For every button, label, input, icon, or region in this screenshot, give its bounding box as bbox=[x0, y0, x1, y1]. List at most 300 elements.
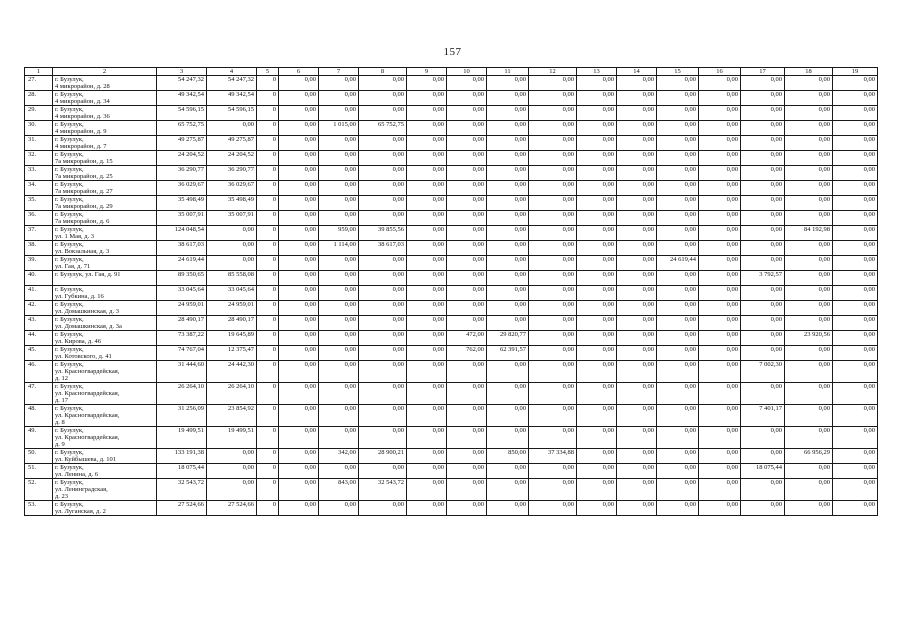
value-cell: 0 bbox=[257, 271, 279, 286]
value-cell: 0,00 bbox=[447, 76, 487, 91]
value-cell: 0,00 bbox=[699, 405, 741, 427]
value-cell: 0,00 bbox=[487, 226, 529, 241]
address-cell bbox=[53, 383, 157, 405]
value-cell: 0,00 bbox=[833, 91, 878, 106]
address-line: 7а микрорайон, д. 15 bbox=[55, 158, 113, 165]
value-cell: 0 bbox=[257, 241, 279, 256]
value-cell: 0,00 bbox=[529, 166, 577, 181]
address-line: д. 9 bbox=[55, 441, 65, 448]
value-cell: 0,00 bbox=[617, 361, 657, 383]
value-cell: 0,00 bbox=[279, 256, 319, 271]
value-cell: 0,00 bbox=[359, 501, 407, 516]
address-cell bbox=[53, 449, 157, 464]
address-line: г. Бузулук, bbox=[55, 383, 84, 390]
address-line: 4 микрорайон, д. 28 bbox=[55, 83, 110, 90]
value-cell: 0,00 bbox=[577, 316, 617, 331]
value-cell: 12 375,47 bbox=[207, 346, 257, 361]
value-cell: 0,00 bbox=[447, 479, 487, 501]
value-cell: 7 401,17 bbox=[741, 405, 785, 427]
address-line: ул. Гая, д. 71 bbox=[55, 263, 91, 270]
value-cell: 0,00 bbox=[785, 301, 833, 316]
value-cell: 0,00 bbox=[319, 286, 359, 301]
value-cell: 0,00 bbox=[407, 121, 447, 136]
value-cell: 0,00 bbox=[487, 136, 529, 151]
value-cell: 0,00 bbox=[319, 361, 359, 383]
value-cell: 472,00 bbox=[447, 331, 487, 346]
table-row bbox=[25, 383, 878, 405]
header-cell: 19 bbox=[833, 68, 878, 76]
value-cell: 0,00 bbox=[699, 301, 741, 316]
value-cell: 0,00 bbox=[359, 271, 407, 286]
value-cell: 0,00 bbox=[657, 241, 699, 256]
value-cell: 0,00 bbox=[657, 405, 699, 427]
value-cell: 26 264,10 bbox=[207, 383, 257, 405]
value-cell: 33 045,64 bbox=[207, 286, 257, 301]
value-cell: 19 499,51 bbox=[207, 427, 257, 449]
address-line: г. Бузулук, bbox=[55, 241, 84, 248]
value-cell: 0,00 bbox=[487, 211, 529, 226]
value-cell: 0,00 bbox=[319, 196, 359, 211]
value-cell: 0,00 bbox=[529, 464, 577, 479]
value-cell: 0,00 bbox=[319, 136, 359, 151]
address-cell bbox=[53, 241, 157, 256]
value-cell: 0,00 bbox=[833, 405, 878, 427]
value-cell: 0 bbox=[257, 286, 279, 301]
address-line: 7а микрорайон, д. 6 bbox=[55, 218, 110, 225]
value-cell: 27 524,66 bbox=[207, 501, 257, 516]
value-cell: 0,00 bbox=[407, 91, 447, 106]
row-number: 46. bbox=[25, 361, 53, 383]
value-cell: 23 854,92 bbox=[207, 405, 257, 427]
value-cell: 0,00 bbox=[577, 106, 617, 121]
value-cell: 0 bbox=[257, 91, 279, 106]
address-line: г. Бузулук, bbox=[55, 449, 84, 456]
value-cell: 0,00 bbox=[657, 501, 699, 516]
value-cell: 0,00 bbox=[279, 166, 319, 181]
value-cell: 0,00 bbox=[657, 286, 699, 301]
value-cell: 0 bbox=[257, 151, 279, 166]
value-cell: 850,00 bbox=[487, 449, 529, 464]
value-cell: 0,00 bbox=[617, 181, 657, 196]
value-cell: 0,00 bbox=[699, 346, 741, 361]
row-number: 38. bbox=[25, 241, 53, 256]
row-number: 34. bbox=[25, 181, 53, 196]
row-number: 33. bbox=[25, 166, 53, 181]
value-cell: 0,00 bbox=[319, 346, 359, 361]
value-cell: 19 645,89 bbox=[207, 331, 257, 346]
header-cell: 2 bbox=[53, 68, 157, 76]
value-cell: 0,00 bbox=[359, 427, 407, 449]
value-cell: 0,00 bbox=[279, 106, 319, 121]
address-line: г. Бузулук, bbox=[55, 106, 84, 113]
value-cell: 0,00 bbox=[359, 151, 407, 166]
address-line: г. Бузулук, bbox=[55, 427, 84, 434]
row-number: 37. bbox=[25, 226, 53, 241]
value-cell: 0,00 bbox=[833, 427, 878, 449]
value-cell: 0 bbox=[257, 449, 279, 464]
value-cell: 0,00 bbox=[529, 121, 577, 136]
value-cell: 0,00 bbox=[699, 91, 741, 106]
value-cell: 0,00 bbox=[657, 121, 699, 136]
value-cell: 0,00 bbox=[833, 76, 878, 91]
value-cell: 0,00 bbox=[617, 91, 657, 106]
value-cell: 0,00 bbox=[617, 346, 657, 361]
value-cell: 0,00 bbox=[741, 427, 785, 449]
address-cell bbox=[53, 346, 157, 361]
header-cell: 7 bbox=[319, 68, 359, 76]
value-cell: 0,00 bbox=[407, 196, 447, 211]
value-cell: 0,00 bbox=[699, 211, 741, 226]
row-number: 51. bbox=[25, 464, 53, 479]
value-cell: 342,00 bbox=[319, 449, 359, 464]
value-cell: 0,00 bbox=[657, 181, 699, 196]
value-cell: 0,00 bbox=[699, 427, 741, 449]
value-cell: 0 bbox=[257, 166, 279, 181]
address-line: г. Бузулук, bbox=[55, 91, 84, 98]
value-cell: 0,00 bbox=[319, 76, 359, 91]
value-cell: 0,00 bbox=[279, 361, 319, 383]
value-cell: 0,00 bbox=[319, 211, 359, 226]
value-cell: 0,00 bbox=[833, 316, 878, 331]
value-cell: 54 247,32 bbox=[157, 76, 207, 91]
address-cell bbox=[53, 331, 157, 346]
value-cell: 0,00 bbox=[207, 256, 257, 271]
row-number: 40. bbox=[25, 271, 53, 286]
value-cell: 0,00 bbox=[359, 301, 407, 316]
value-cell: 0,00 bbox=[447, 166, 487, 181]
value-cell: 0,00 bbox=[741, 151, 785, 166]
header-cell: 6 bbox=[279, 68, 319, 76]
value-cell: 0,00 bbox=[487, 286, 529, 301]
table-row bbox=[25, 271, 878, 286]
value-cell: 0,00 bbox=[577, 427, 617, 449]
address-line: г. Бузулук, bbox=[55, 76, 84, 83]
value-cell: 0,00 bbox=[279, 427, 319, 449]
value-cell: 0,00 bbox=[785, 316, 833, 331]
value-cell: 0,00 bbox=[407, 501, 447, 516]
value-cell: 0,00 bbox=[279, 316, 319, 331]
value-cell: 0,00 bbox=[699, 331, 741, 346]
address-line: г. Бузулук, bbox=[55, 151, 84, 158]
value-cell: 0,00 bbox=[577, 501, 617, 516]
value-cell: 0,00 bbox=[529, 181, 577, 196]
value-cell: 0,00 bbox=[657, 226, 699, 241]
value-cell: 36 290,77 bbox=[207, 166, 257, 181]
value-cell: 0,00 bbox=[617, 121, 657, 136]
address-line: ул. Куйбышева, д. 101 bbox=[55, 456, 117, 463]
value-cell: 0,00 bbox=[657, 346, 699, 361]
address-line: д. 23 bbox=[55, 493, 69, 500]
value-cell: 0,00 bbox=[529, 211, 577, 226]
address-line: ул. Красногвардейская, bbox=[55, 390, 120, 397]
value-cell: 0,00 bbox=[785, 211, 833, 226]
value-cell: 0,00 bbox=[319, 464, 359, 479]
value-cell: 0,00 bbox=[699, 316, 741, 331]
value-cell: 0,00 bbox=[741, 301, 785, 316]
value-cell: 18 075,44 bbox=[741, 464, 785, 479]
address-line: г. Бузулук, bbox=[55, 331, 84, 338]
value-cell: 959,00 bbox=[319, 226, 359, 241]
value-cell: 0,00 bbox=[617, 316, 657, 331]
value-cell: 0,00 bbox=[279, 241, 319, 256]
table-row bbox=[25, 479, 878, 501]
value-cell: 0,00 bbox=[577, 211, 617, 226]
value-cell: 24 204,52 bbox=[207, 151, 257, 166]
value-cell: 0,00 bbox=[741, 91, 785, 106]
value-cell: 0,00 bbox=[447, 427, 487, 449]
value-cell: 0,00 bbox=[359, 346, 407, 361]
value-cell: 0,00 bbox=[407, 286, 447, 301]
table-row bbox=[25, 427, 878, 449]
value-cell: 0,00 bbox=[407, 449, 447, 464]
value-cell: 0,00 bbox=[279, 479, 319, 501]
value-cell: 0,00 bbox=[657, 301, 699, 316]
address-line: г. Бузулук, bbox=[55, 121, 84, 128]
value-cell: 36 029,67 bbox=[207, 181, 257, 196]
value-cell: 0,00 bbox=[529, 361, 577, 383]
value-cell: 0,00 bbox=[741, 121, 785, 136]
value-cell: 0,00 bbox=[207, 464, 257, 479]
row-number: 28. bbox=[25, 91, 53, 106]
address-line: д. 12 bbox=[55, 375, 69, 382]
value-cell: 0,00 bbox=[699, 449, 741, 464]
table-row bbox=[25, 501, 878, 516]
value-cell: 36 029,67 bbox=[157, 181, 207, 196]
value-cell: 49 342,54 bbox=[207, 91, 257, 106]
value-cell: 0,00 bbox=[207, 226, 257, 241]
row-number: 42. bbox=[25, 301, 53, 316]
value-cell: 0,00 bbox=[785, 241, 833, 256]
row-number: 45. bbox=[25, 346, 53, 361]
value-cell: 0,00 bbox=[741, 106, 785, 121]
value-cell: 0,00 bbox=[529, 346, 577, 361]
value-cell: 0,00 bbox=[785, 76, 833, 91]
value-cell: 133 191,38 bbox=[157, 449, 207, 464]
value-cell: 0,00 bbox=[279, 151, 319, 166]
value-cell: 0,00 bbox=[487, 166, 529, 181]
value-cell: 0,00 bbox=[447, 361, 487, 383]
value-cell: 0,00 bbox=[577, 76, 617, 91]
value-cell: 0,00 bbox=[785, 405, 833, 427]
value-cell: 0,00 bbox=[487, 383, 529, 405]
table-row bbox=[25, 346, 878, 361]
value-cell: 0,00 bbox=[447, 106, 487, 121]
value-cell: 0 bbox=[257, 427, 279, 449]
value-cell: 0,00 bbox=[657, 361, 699, 383]
value-cell: 0,00 bbox=[833, 301, 878, 316]
value-cell: 124 048,54 bbox=[157, 226, 207, 241]
header-cell: 10 bbox=[447, 68, 487, 76]
value-cell: 0,00 bbox=[617, 405, 657, 427]
address-line: г. Бузулук, bbox=[55, 256, 84, 263]
value-cell: 18 075,44 bbox=[157, 464, 207, 479]
address-line: ул. Красногвардейская, bbox=[55, 412, 120, 419]
value-cell: 0 bbox=[257, 405, 279, 427]
header-cell: 4 bbox=[207, 68, 257, 76]
address-line: г. Бузулук, bbox=[55, 136, 84, 143]
value-cell: 0,00 bbox=[577, 405, 617, 427]
value-cell: 49 275,87 bbox=[157, 136, 207, 151]
value-cell: 0,00 bbox=[447, 136, 487, 151]
row-number: 27. bbox=[25, 76, 53, 91]
address-cell bbox=[53, 91, 157, 106]
row-number: 49. bbox=[25, 427, 53, 449]
value-cell: 24 959,01 bbox=[157, 301, 207, 316]
value-cell: 0,00 bbox=[279, 286, 319, 301]
value-cell: 74 767,04 bbox=[157, 346, 207, 361]
value-cell: 0 bbox=[257, 226, 279, 241]
value-cell: 0,00 bbox=[657, 479, 699, 501]
table-row bbox=[25, 361, 878, 383]
value-cell: 0,00 bbox=[359, 181, 407, 196]
address-cell bbox=[53, 361, 157, 383]
value-cell: 0,00 bbox=[577, 91, 617, 106]
address-cell bbox=[53, 151, 157, 166]
value-cell: 0,00 bbox=[447, 301, 487, 316]
address-line: г. Бузулук, bbox=[55, 226, 84, 233]
value-cell: 0,00 bbox=[487, 361, 529, 383]
value-cell: 0,00 bbox=[487, 479, 529, 501]
table-header-row bbox=[25, 68, 878, 76]
value-cell: 0,00 bbox=[617, 449, 657, 464]
value-cell: 35 498,49 bbox=[157, 196, 207, 211]
value-cell: 0,00 bbox=[741, 196, 785, 211]
value-cell: 0,00 bbox=[833, 361, 878, 383]
value-cell: 0,00 bbox=[577, 166, 617, 181]
value-cell: 0,00 bbox=[657, 331, 699, 346]
value-cell: 0,00 bbox=[407, 211, 447, 226]
value-cell: 0 bbox=[257, 316, 279, 331]
address-cell bbox=[53, 405, 157, 427]
value-cell: 0,00 bbox=[699, 106, 741, 121]
value-cell: 0,00 bbox=[529, 256, 577, 271]
address-line: ул. Губкина, д. 16 bbox=[55, 293, 104, 300]
address-cell bbox=[53, 181, 157, 196]
address-cell bbox=[53, 211, 157, 226]
header-cell: 1 bbox=[25, 68, 53, 76]
value-cell: 0,00 bbox=[319, 316, 359, 331]
value-cell: 0,00 bbox=[785, 136, 833, 151]
value-cell: 0,00 bbox=[617, 427, 657, 449]
value-cell: 35 007,91 bbox=[157, 211, 207, 226]
value-cell: 0,00 bbox=[617, 166, 657, 181]
value-cell: 0,00 bbox=[359, 316, 407, 331]
value-cell: 0,00 bbox=[407, 464, 447, 479]
address-cell bbox=[53, 464, 157, 479]
value-cell: 0,00 bbox=[319, 106, 359, 121]
value-cell: 0,00 bbox=[529, 106, 577, 121]
table-row bbox=[25, 316, 878, 331]
header-cell: 16 bbox=[699, 68, 741, 76]
value-cell: 54 596,15 bbox=[207, 106, 257, 121]
value-cell: 0,00 bbox=[359, 361, 407, 383]
value-cell: 19 499,51 bbox=[157, 427, 207, 449]
value-cell: 0,00 bbox=[487, 316, 529, 331]
address-line: г. Бузулук, bbox=[55, 501, 84, 508]
row-number: 31. bbox=[25, 136, 53, 151]
address-line: д. 17 bbox=[55, 397, 69, 404]
value-cell: 0,00 bbox=[833, 331, 878, 346]
value-cell: 762,00 bbox=[447, 346, 487, 361]
value-cell: 0,00 bbox=[319, 331, 359, 346]
value-cell: 0,00 bbox=[785, 361, 833, 383]
row-number: 29. bbox=[25, 106, 53, 121]
value-cell: 23 920,56 bbox=[785, 331, 833, 346]
row-number: 36. bbox=[25, 211, 53, 226]
value-cell: 0 bbox=[257, 181, 279, 196]
value-cell: 0,00 bbox=[447, 316, 487, 331]
value-cell: 0,00 bbox=[617, 226, 657, 241]
value-cell: 31 444,60 bbox=[157, 361, 207, 383]
address-cell bbox=[53, 271, 157, 286]
value-cell: 54 596,15 bbox=[157, 106, 207, 121]
value-cell: 0,00 bbox=[529, 271, 577, 286]
value-cell: 29 820,77 bbox=[487, 331, 529, 346]
header-cell: 9 bbox=[407, 68, 447, 76]
value-cell: 0,00 bbox=[407, 316, 447, 331]
address-cell bbox=[53, 301, 157, 316]
value-cell: 0,00 bbox=[447, 211, 487, 226]
value-cell: 0,00 bbox=[529, 136, 577, 151]
value-cell: 0,00 bbox=[617, 76, 657, 91]
value-cell: 37 334,88 bbox=[529, 449, 577, 464]
value-cell: 0,00 bbox=[529, 76, 577, 91]
address-line: г. Бузулук, bbox=[55, 181, 84, 188]
value-cell: 0,00 bbox=[529, 316, 577, 331]
value-cell: 0,00 bbox=[407, 405, 447, 427]
value-cell: 62 391,57 bbox=[487, 346, 529, 361]
value-cell: 0,00 bbox=[833, 226, 878, 241]
value-cell: 0,00 bbox=[741, 331, 785, 346]
table-row bbox=[25, 121, 878, 136]
value-cell: 0,00 bbox=[785, 166, 833, 181]
value-cell: 0,00 bbox=[833, 271, 878, 286]
value-cell: 0,00 bbox=[699, 271, 741, 286]
value-cell: 0,00 bbox=[359, 211, 407, 226]
address-line: 4 микрорайон, д. 36 bbox=[55, 113, 110, 120]
value-cell: 0,00 bbox=[407, 271, 447, 286]
value-cell: 0,00 bbox=[657, 76, 699, 91]
table-row bbox=[25, 464, 878, 479]
value-cell: 0,00 bbox=[699, 464, 741, 479]
address-cell bbox=[53, 106, 157, 121]
row-number: 52. bbox=[25, 479, 53, 501]
value-cell: 0,00 bbox=[833, 449, 878, 464]
value-cell: 0,00 bbox=[487, 405, 529, 427]
value-cell: 0,00 bbox=[833, 166, 878, 181]
value-cell: 0,00 bbox=[785, 151, 833, 166]
value-cell: 0,00 bbox=[577, 464, 617, 479]
table-row bbox=[25, 196, 878, 211]
value-cell: 0,00 bbox=[319, 151, 359, 166]
value-cell: 0,00 bbox=[699, 501, 741, 516]
header-cell: 3 bbox=[157, 68, 207, 76]
value-cell: 0,00 bbox=[699, 181, 741, 196]
value-cell: 0,00 bbox=[833, 256, 878, 271]
row-number: 47. bbox=[25, 383, 53, 405]
address-line: ул. Ленина, д. 6 bbox=[55, 471, 99, 478]
address-cell bbox=[53, 286, 157, 301]
value-cell: 26 264,10 bbox=[157, 383, 207, 405]
value-cell: 0 bbox=[257, 76, 279, 91]
value-cell: 24 619,44 bbox=[157, 256, 207, 271]
value-cell: 73 387,22 bbox=[157, 331, 207, 346]
value-cell: 0,00 bbox=[657, 136, 699, 151]
value-cell: 0,00 bbox=[487, 151, 529, 166]
header-cell: 17 bbox=[741, 68, 785, 76]
value-cell: 0,00 bbox=[741, 449, 785, 464]
row-number: 43. bbox=[25, 316, 53, 331]
